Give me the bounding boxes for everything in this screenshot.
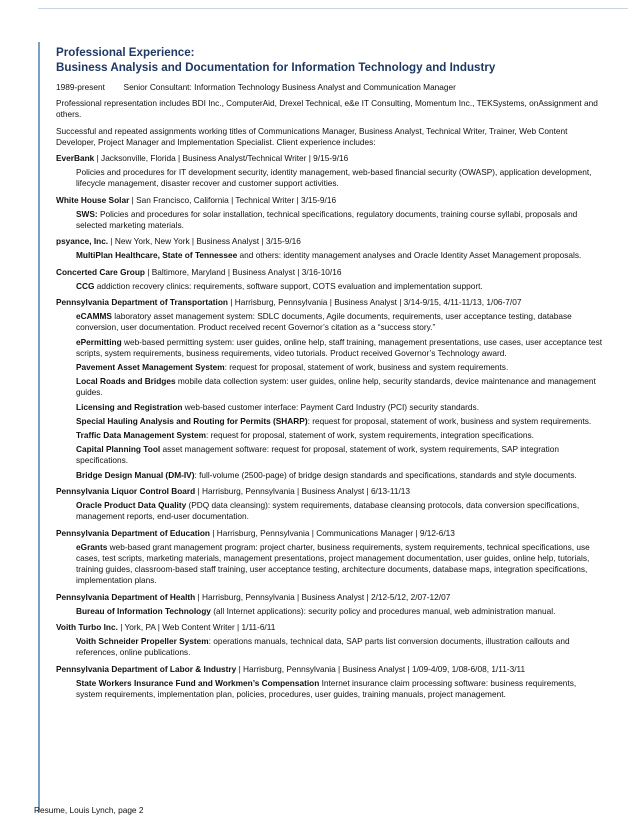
client-name: Voith Turbo Inc. [56, 621, 118, 632]
client-meta: | Harrisburg, Pennsylvania | Business Analyst | 3/14-9/15, 4/11-11/13, 1/06-7/07 [227, 297, 522, 308]
project-description: (PDQ data cleansing): system requirements, database cleansing protocols, data conversion specifications, management reports, end-user documentation. [76, 500, 580, 522]
project-name: Oracle Product Data Quality [76, 500, 187, 511]
intro-role: Senior Consultant: Information Technology Business Analyst and Communication Manager [123, 82, 456, 92]
client-name: Pennsylvania Department of Labor & Industry [56, 663, 237, 674]
project-name: Bureau of Information Technology [76, 605, 211, 616]
project-item [76, 430, 604, 441]
client-meta: | Jacksonville, Florida | Business Analyst/Technical Writer | 9/15-9/16 [94, 153, 349, 164]
client-entries [56, 153, 604, 700]
project-item [76, 362, 604, 373]
project-item [76, 416, 604, 427]
client-heading [56, 486, 604, 497]
project-item [76, 444, 604, 466]
project-description: : request for proposal, statement of work, system requirements, integration specifications. [206, 430, 534, 441]
client-name: Pennsylvania Department of Education [56, 527, 210, 538]
project-name: Capital Planning Tool [76, 444, 161, 455]
top-divider [38, 8, 628, 9]
client-heading [56, 592, 604, 603]
page-footer: Resume, Louis Lynch, page 2 [34, 805, 144, 815]
project-name: Traffic Data Management System [76, 430, 207, 441]
project-name: ePermitting [76, 336, 122, 347]
client-entry [56, 592, 604, 617]
section-title: Professional Experience: [56, 46, 195, 59]
client-name: Pennsylvania Department of Health [56, 591, 196, 602]
project-item [76, 281, 604, 292]
left-accent-rule [38, 42, 40, 812]
project-description: Internet insurance claim processing software: business requirements, system requirements, implementation plan, policies, procedures, user guides, training manuals, project management. [76, 677, 577, 699]
client-name: Pennsylvania Liquor Control Board [56, 485, 196, 496]
project-item [76, 250, 604, 261]
client-meta: | Harrisburg, Pennsylvania | Business Analyst | 6/13-11/13 [195, 485, 411, 496]
client-name: Concerted Care Group [56, 266, 145, 277]
project-description: : operations manuals, technical data, SAP parts list conversion documents, illustration callouts and references, online publications. [76, 636, 570, 658]
project-name: Licensing and Registration [76, 401, 183, 412]
client-entry [56, 236, 604, 261]
project-name: Pavement Asset Management System [76, 362, 225, 373]
client-meta: | Harrisburg, Pennsylvania | Business Analyst | 1/09-4/09, 1/08-6/08, 1/11-3/11 [236, 663, 526, 674]
project-item [76, 209, 604, 231]
client-meta: | Baltimore, Maryland | Business Analyst | 3/16-10/16 [144, 266, 342, 277]
client-name: Pennsylvania Department of Transportation [56, 297, 228, 308]
project-description: web-based customer interface: Payment Card Industry (PCI) security standards. [182, 401, 480, 412]
project-item [76, 606, 604, 617]
project-item [76, 376, 604, 398]
client-entry [56, 297, 604, 481]
project-description: Policies and procedures for IT development security, identity management, web-based financial security (OWASP), application development, lifecycle management, disaster recover and customer support activities. [76, 167, 592, 189]
project-item [76, 500, 604, 522]
project-name: eCAMMS [76, 311, 112, 322]
project-item [76, 470, 604, 481]
project-description: (all Internet applications): security policy and procedures manual, web administration manual. [210, 605, 556, 616]
client-entry [56, 267, 604, 292]
client-name: psyance, Inc. [56, 236, 109, 247]
project-name: Voith Schneider Propeller System [76, 636, 209, 647]
client-heading [56, 267, 604, 278]
experience-content [56, 82, 604, 705]
project-name: CCG [76, 280, 95, 291]
client-entry [56, 622, 604, 659]
project-item [76, 311, 604, 333]
project-item [76, 402, 604, 413]
client-heading [56, 664, 604, 675]
project-name: State Workers Insurance Fund and Workmen’s Compensation [76, 677, 320, 688]
client-meta: | York, PA | Web Content Writer | 1/11-6/11 [117, 621, 276, 632]
project-description: web-based permitting system: user guides, online help, staff training, management presentations, use cases, user acceptance test scripts, system requirements, business requirements, video tutorials. Product received Governor’s Technology award. [76, 336, 603, 358]
client-meta: | New York, New York | Business Analyst | 3/15-9/16 [108, 236, 301, 247]
section-header [56, 45, 616, 75]
project-name: eGrants [76, 541, 108, 552]
project-description: mobile data collection system: user guides, online help, security standards, device maintenance and management guides. [76, 376, 596, 398]
client-meta: | San Francisco, California | Technical Writer | 3/15-9/16 [129, 194, 337, 205]
client-name: EverBank [56, 153, 95, 164]
client-meta: | Harrisburg, Pennsylvania | Business Analyst | 2/12-5/12, 2/07-12/07 [195, 591, 451, 602]
client-heading [56, 195, 604, 206]
project-name: SWS: [76, 208, 98, 219]
project-description: web-based grant management program: project charter, business requirements, system requirements, technical specifications, use cases, test scripts, marketing materials, management presentations, project management documentation, user guides, online help, tutorials, training guides, classroom-based staff training, user acceptance testing, architecture documents, database maps, integration specifications, implementation plans. [76, 541, 590, 586]
project-item [76, 542, 604, 587]
project-name: Bridge Design Manual (DM-IV) [76, 469, 195, 480]
project-item [76, 337, 604, 359]
project-description: Policies and procedures for solar installation, technical specifications, regulatory documents, training course syllabi, proposals and selected marketing materials. [76, 208, 578, 231]
client-heading [56, 153, 604, 164]
project-name: MultiPlan Healthcare, State of Tennessee [76, 250, 238, 261]
project-description: addiction recovery clinics: requirements, software support, COTS evaluation and implementation support. [94, 280, 483, 291]
project-description: laboratory asset management system: SDLC documents, Agile documents, requirements, user acceptance testing, database conversion, user documentation. Product received recent Governor’s citation as a “success story.” [76, 311, 572, 333]
project-description: : request for proposal, statement of work, business and system requirements. [307, 415, 592, 426]
project-description: and others: identity management analyses and Oracle Identity Asset Management proposals. [237, 250, 582, 261]
intro-role-line [56, 82, 604, 93]
client-heading [56, 622, 604, 633]
project-description: asset management software: request for proposal, statement of work, system requirements, SAP integration specifications. [76, 444, 559, 466]
client-entry [56, 486, 604, 523]
project-name: Special Hauling Analysis and Routing for Permits (SHARP) [76, 415, 308, 426]
client-entry [56, 153, 604, 190]
project-item [76, 636, 604, 658]
client-meta: | Harrisburg, Pennsylvania | Communications Manager | 9/12-6/13 [210, 527, 455, 538]
intro-dates: 1989-present [56, 82, 105, 92]
client-heading [56, 528, 604, 539]
section-subtitle: Business Analysis and Documentation for Information Technology and Industry [56, 61, 496, 74]
client-heading [56, 236, 604, 247]
intro-paragraph-2: Successful and repeated assignments working titles of Communications Manager, Business Analyst, Technical Writer, Trainer, Web Content Developer, Project Manager and Implementation Specialist. Client experience includes: [56, 125, 568, 147]
project-item [76, 678, 604, 700]
project-name: Local Roads and Bridges [76, 376, 176, 387]
client-entry [56, 664, 604, 701]
intro-paragraph-1: Professional representation includes BDI Inc., ComputerAid, Drexel Technical, e&e IT Consulting, Momentum Inc., TEKSystems, onAssignment and others. [56, 98, 598, 120]
project-description: : full-volume (2500-page) of bridge design standards and specifications, standards and style documents. [194, 469, 577, 480]
client-name: White House Solar [56, 194, 130, 205]
project-item [76, 167, 604, 189]
client-heading [56, 297, 604, 308]
client-entry [56, 528, 604, 587]
project-description: : request for proposal, statement of work, business and system requirements. [224, 362, 509, 373]
client-entry [56, 195, 604, 232]
